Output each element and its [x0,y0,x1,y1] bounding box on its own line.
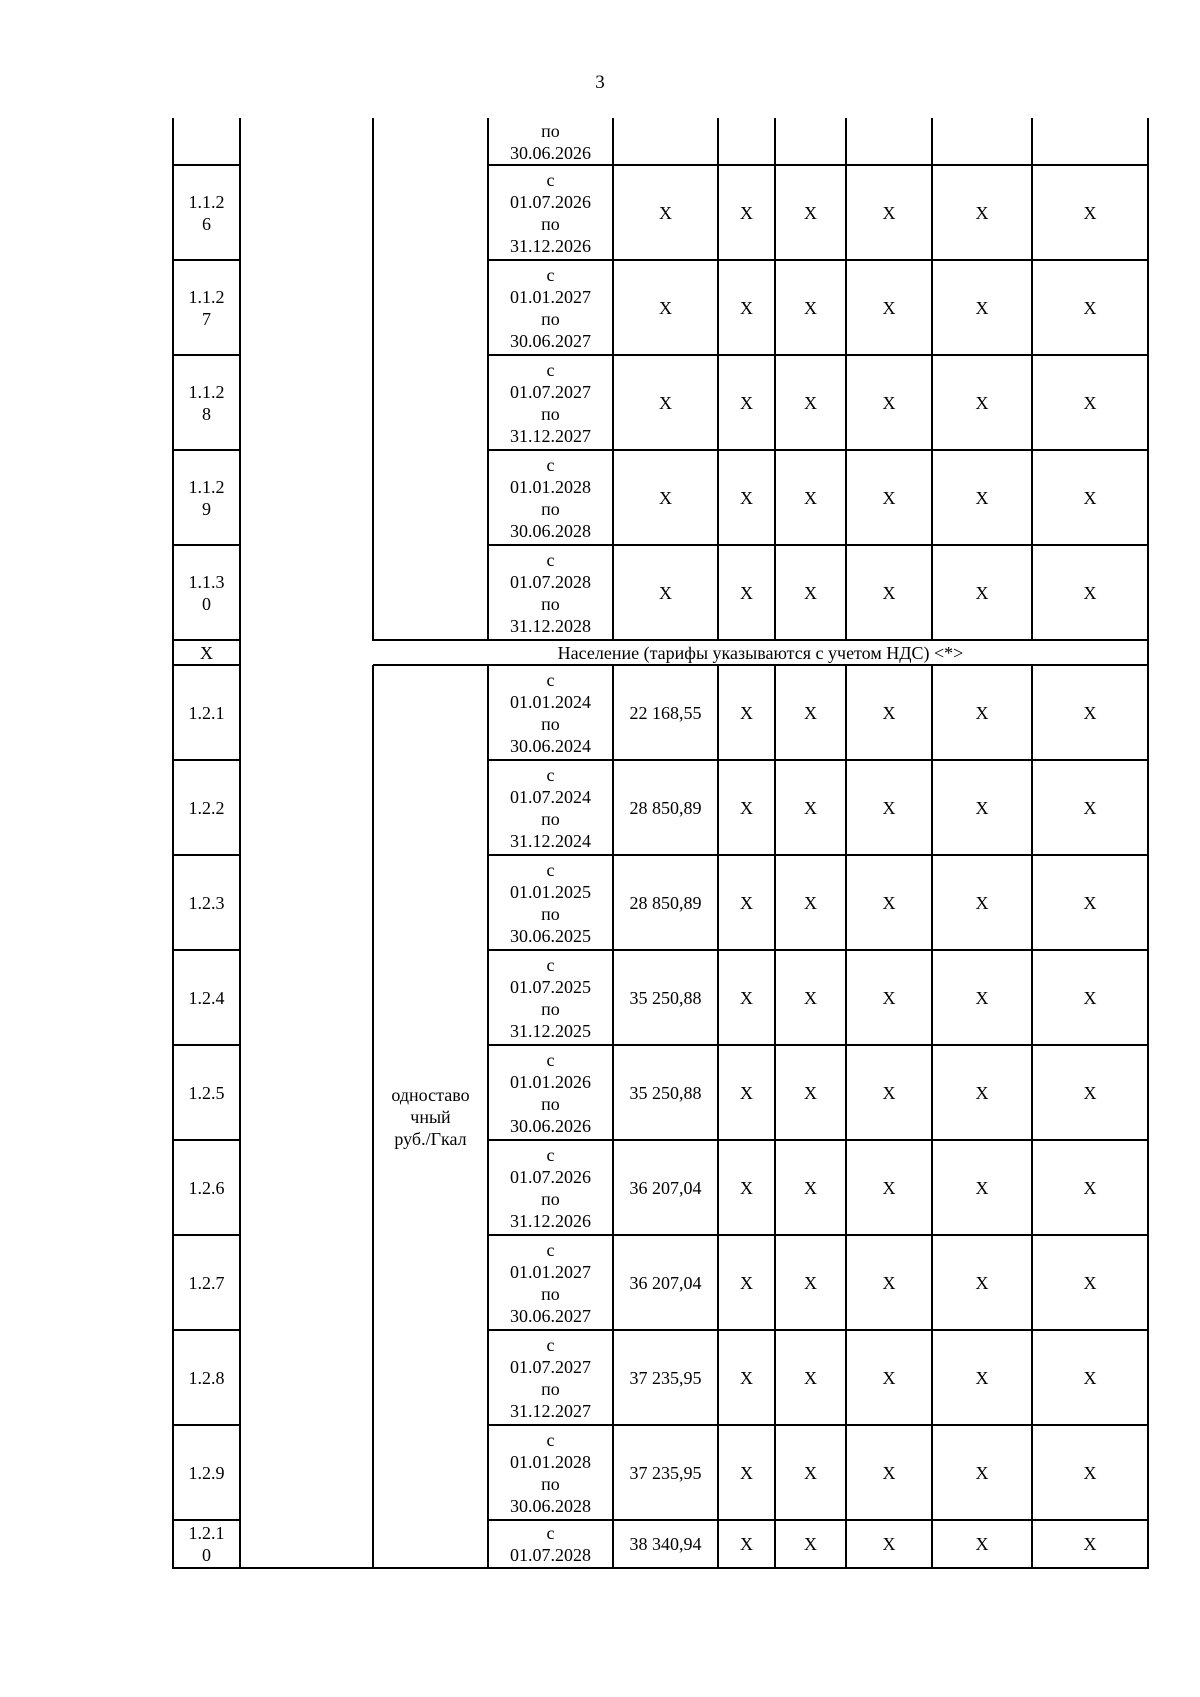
x-mark: X [975,1082,989,1103]
table-rule [488,949,1149,951]
x-mark: X [1083,1534,1097,1554]
table-rule [239,118,241,641]
table-rule [488,544,1149,546]
table-rule [717,118,719,641]
x-mark: X [975,392,989,413]
x-mark [846,118,932,165]
row-number: 1.2.6 [188,1177,225,1198]
x-mark: X [804,202,817,223]
x-mark: X [804,1367,817,1388]
table-rule [488,1329,1149,1331]
x-mark: X [1083,1462,1097,1483]
x-mark: X [1083,892,1097,913]
row-number: 1.1.2 9 [188,476,225,519]
unit-label: одноставо чный руб./Гкал [391,1084,470,1149]
x-mark: X [975,1272,989,1293]
tariff-value: 35 250,88 [629,987,702,1008]
x-mark: X [740,892,753,913]
tariff-value: 37 235,95 [629,1367,702,1388]
x-mark: X [1083,1367,1097,1388]
table-rule [173,1567,1149,1569]
table-rule [173,1329,240,1331]
x-mark: X [975,297,989,318]
period-cell: с 01.01.2025 по 30.06.2025 [510,859,591,946]
table-rule [172,118,174,641]
x-mark: X [740,987,753,1008]
row-number: 1.1.2 6 [188,191,225,234]
table-rule [612,665,614,1569]
row-number [173,118,240,165]
period-cell: с 01.01.2028 по 30.06.2028 [510,454,591,541]
x-mark: X [1083,487,1097,508]
x-mark: X [804,1462,817,1483]
row-number: 1.2.2 [188,797,225,818]
x-mark: X [975,987,989,1008]
tariff-value: 28 850,89 [629,797,702,818]
x-mark: X [882,297,896,318]
row-number: 1.2.3 [188,892,225,913]
x-mark: X [1083,797,1097,818]
table-rule [717,665,719,1569]
page-number: 3 [595,72,605,93]
x-mark: X [975,1177,989,1198]
x-mark: X [882,1367,896,1388]
tariff-value: 36 207,04 [629,1177,702,1198]
table-rule [845,665,847,1569]
table-rule [488,259,1149,261]
table-rule [173,949,240,951]
table-rule [774,665,776,1569]
table-rule [1031,118,1033,641]
row-number: 1.2.1 0 [188,1523,225,1565]
period-cell: с 01.07.2027 по 31.12.2027 [510,359,591,446]
table-rule [173,854,240,856]
x-mark: X [975,797,989,818]
x-mark: X [1083,1177,1097,1198]
x-mark: X [1083,1272,1097,1293]
x-mark: X [975,202,989,223]
row-number: 1.2.1 [188,702,225,723]
table-rule [488,854,1149,856]
period-cell: с 01.07.2028 [510,1523,591,1565]
table-rule [487,118,489,641]
table-rule [173,1044,240,1046]
x-mark: X [882,1534,896,1554]
x-mark: X [882,892,896,913]
table-rule [1147,118,1149,641]
table-rule [774,118,776,641]
x-mark: X [975,1462,989,1483]
x-mark: X [882,1272,896,1293]
x-mark: X [1083,987,1097,1008]
table-rule [239,640,241,665]
section-title: Население (тарифы указываются с учетом НДС) <*> [557,642,964,663]
table-rule [931,665,933,1569]
table-rule [488,354,1149,356]
table-rule [372,118,374,641]
x-mark: X [882,1082,896,1103]
x-mark: X [804,297,817,318]
section-code: X [200,642,213,663]
table-rule [1147,640,1149,665]
x-mark: X [740,392,753,413]
table-rule [172,665,174,1569]
table-rule [173,354,240,356]
tariff-value: X [659,487,672,508]
x-mark: X [804,797,817,818]
x-mark: X [804,702,817,723]
table-rule [488,1519,1149,1521]
x-mark [932,118,1032,165]
table-rule [172,640,174,665]
period-cell: с 01.01.2027 по 30.06.2027 [510,264,591,351]
period-cell: с 01.01.2026 по 30.06.2026 [510,1049,591,1136]
table-rule [173,449,240,451]
x-mark: X [804,1272,817,1293]
row-number: 1.2.4 [188,987,225,1008]
x-mark: X [882,702,896,723]
x-mark: X [975,892,989,913]
row-number: 1.2.7 [188,1272,225,1293]
table-rule [173,259,240,261]
x-mark [718,118,775,165]
x-mark: X [975,487,989,508]
tariff-value: X [659,392,672,413]
table-rule [173,1424,240,1426]
x-mark: X [740,1272,753,1293]
x-mark [1032,118,1148,165]
tariff-value: X [659,582,672,603]
x-mark: X [1083,1082,1097,1103]
table-rule [173,164,240,166]
tariff-value: 37 235,95 [629,1462,702,1483]
x-mark: X [975,1367,989,1388]
table-rule [488,1424,1149,1426]
x-mark: X [882,1177,896,1198]
x-mark: X [975,702,989,723]
period-cell: с 01.07.2028 по 31.12.2028 [510,549,591,636]
period-cell: с 01.07.2026 по 31.12.2026 [510,169,591,256]
x-mark: X [975,1534,989,1554]
tariff-value: 35 250,88 [629,1082,702,1103]
x-mark: X [882,582,896,603]
table-rule [612,118,614,641]
period-cell: с 01.07.2025 по 31.12.2025 [510,954,591,1041]
x-mark: X [740,797,753,818]
tariff-value: 38 340,94 [629,1534,702,1554]
x-mark: X [804,1082,817,1103]
table-rule [487,665,489,1569]
row-number: 1.2.5 [188,1082,225,1103]
table-rule [173,759,240,761]
table-rule [488,759,1149,761]
x-mark: X [975,582,989,603]
tariff-value: X [659,202,672,223]
x-mark: X [740,1082,753,1103]
table-rule [931,118,933,641]
table-rule [173,1234,240,1236]
x-mark: X [1083,582,1097,603]
x-mark: X [882,987,896,1008]
x-mark: X [804,1534,817,1554]
table-rule [372,665,374,1569]
x-mark: X [1083,392,1097,413]
period-cell: с 01.01.2027 по 30.06.2027 [510,1239,591,1326]
period-cell: с 01.07.2024 по 31.12.2024 [510,764,591,851]
row-number: 1.2.8 [188,1367,225,1388]
x-mark: X [740,297,753,318]
table-rule [488,1234,1149,1236]
x-mark: X [804,392,817,413]
row-number: 1.2.9 [188,1462,225,1483]
x-mark [775,118,846,165]
table-rule [1147,665,1149,1569]
period-cell: с 01.01.2024 по 30.06.2024 [510,669,591,756]
tariff-value [613,118,718,165]
period-cell: с 01.01.2028 по 30.06.2028 [510,1429,591,1516]
table-rule [488,1044,1149,1046]
table-rule [488,449,1149,451]
period-cell: с 01.07.2027 по 31.12.2027 [510,1334,591,1421]
x-mark: X [740,1367,753,1388]
table-rule [1031,665,1033,1569]
table-rule [173,1519,240,1521]
x-mark: X [1083,202,1097,223]
tariff-value: 22 168,55 [629,702,702,723]
row-number: 1.1.3 0 [188,571,225,614]
table-rule [173,1139,240,1141]
x-mark: X [882,1462,896,1483]
x-mark: X [804,892,817,913]
table-rule [173,544,240,546]
tariff-value: 28 850,89 [629,892,702,913]
table-rule [239,665,241,1569]
x-mark: X [740,582,753,603]
x-mark: X [1083,702,1097,723]
x-mark: X [740,202,753,223]
x-mark: X [740,1534,753,1554]
x-mark: X [804,987,817,1008]
row-number: 1.1.2 7 [188,286,225,329]
row-number: 1.1.2 8 [188,381,225,424]
table-rule [488,1139,1149,1141]
x-mark: X [740,487,753,508]
x-mark: X [882,797,896,818]
x-mark: X [804,1177,817,1198]
x-mark: X [882,392,896,413]
x-mark: X [740,1462,753,1483]
x-mark: X [804,487,817,508]
x-mark: X [804,582,817,603]
table-rule [845,118,847,641]
x-mark: X [882,487,896,508]
x-mark: X [740,1177,753,1198]
tariff-value: X [659,297,672,318]
x-mark: X [740,702,753,723]
tariff-value: 36 207,04 [629,1272,702,1293]
period-cell: по 30.06.2026 [510,120,591,163]
period-cell: с 01.07.2026 по 31.12.2026 [510,1144,591,1231]
table-rule [488,164,1149,166]
x-mark: X [882,202,896,223]
x-mark: X [1083,297,1097,318]
